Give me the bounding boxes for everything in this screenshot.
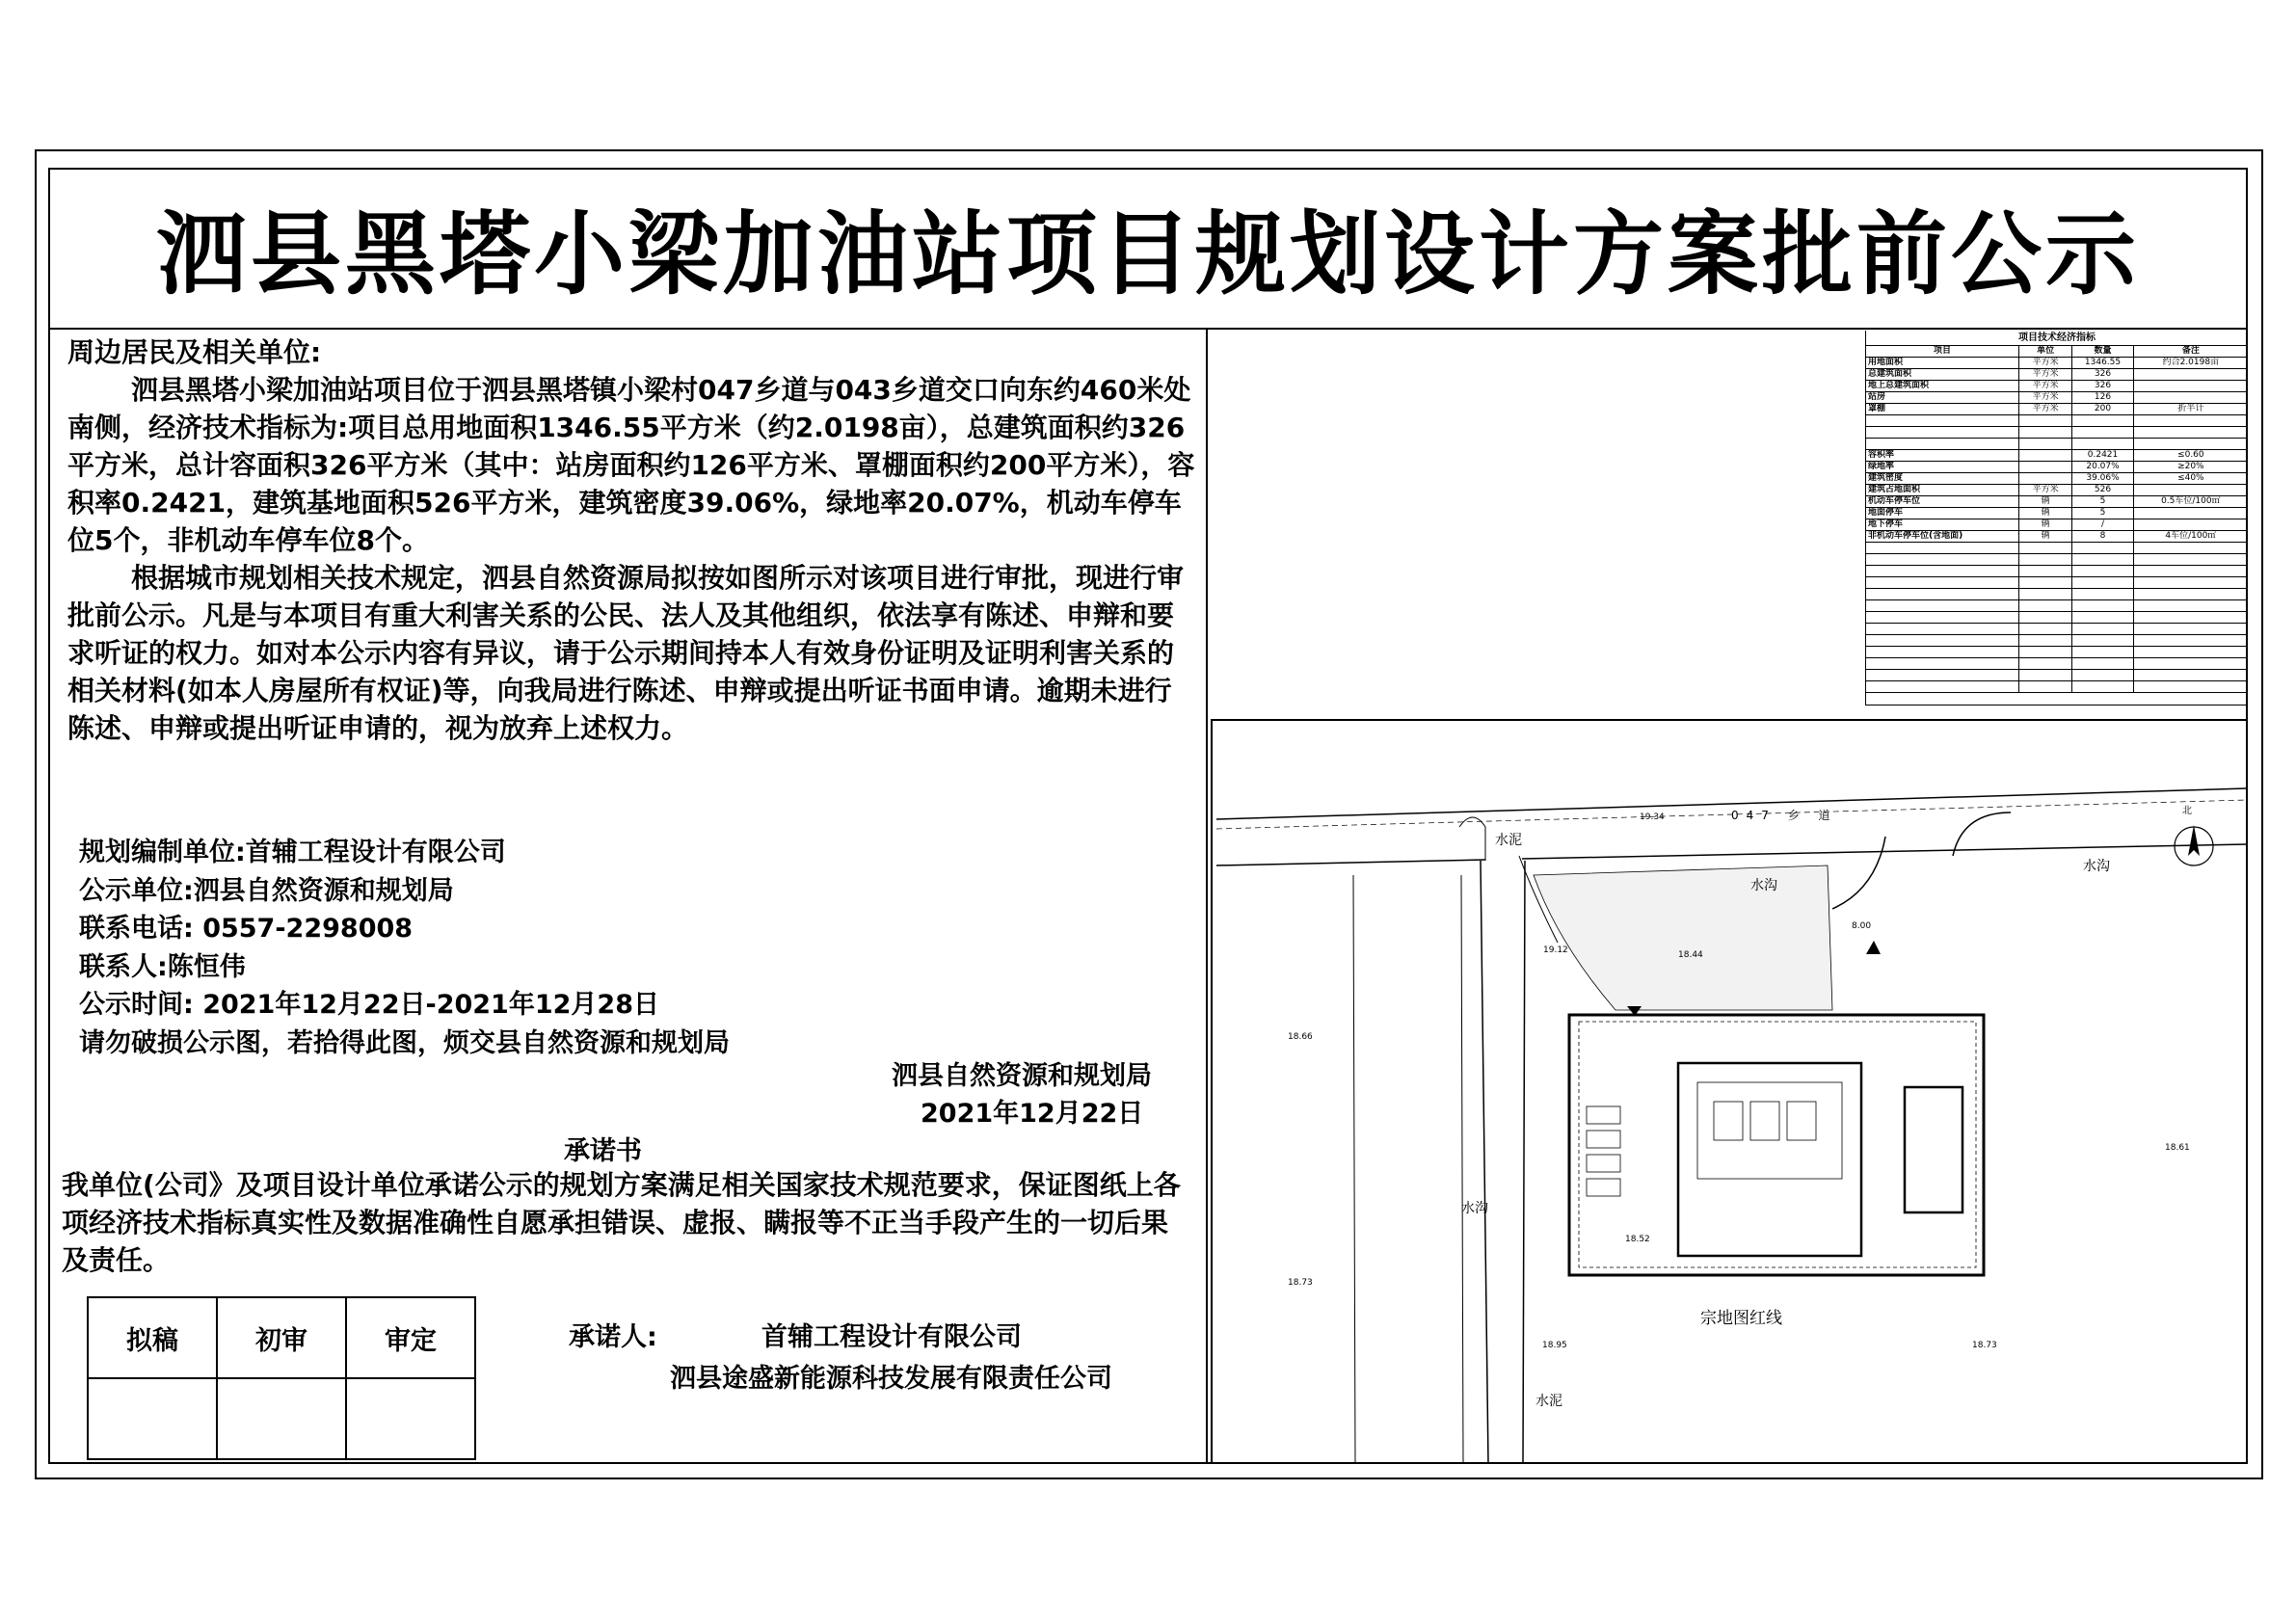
econ-cell [1866, 543, 2018, 554]
econ-cell [2072, 589, 2133, 600]
contact-info [79, 834, 730, 1062]
econ-cell [2072, 681, 2133, 693]
road-label: 047 乡 道 [1731, 809, 1838, 822]
signature-date: 2021年12月22日 [921, 1099, 1144, 1129]
econ-cell [2018, 473, 2071, 485]
econ-row [1866, 392, 2248, 404]
econ-cell [2072, 543, 2133, 554]
econ-cell [2133, 589, 2248, 600]
econ-cell [2072, 600, 2133, 612]
notice-text [67, 333, 1195, 747]
econ-row [1866, 404, 2248, 415]
econ-cell [1866, 624, 2018, 635]
econ-cell: 机动车停车位 [1866, 496, 2018, 508]
north-label: 北 [2182, 806, 2192, 816]
notice-paragraph-2: 根据城市规划相关技术规定，泗县自然资源局拟按如图所示对该项目进行审批，现进行审批前公示。凡是与本项目有重大利害关系的公民、法人及其他组织，依法享有陈述、申辩和要求听证的权力。如对本公示内容有异议，请于公示期间持本人有效身份证明及证明利害关系的相关材料(如本人房屋所有权证)等，向我局进行陈述、申辩或提出听证书面申请。逾期未进行陈述、申辩或提出听证申请的，视为放弃上述权力。 [67, 562, 1185, 744]
econ-row [1866, 485, 2248, 496]
dimension: 8.00 [1852, 921, 1872, 931]
econ-cell [2133, 658, 2248, 670]
econ-cell [2072, 624, 2133, 635]
econ-cell: 126 [2072, 392, 2133, 404]
econ-cell: ≤40% [2133, 473, 2248, 485]
econ-cell [1866, 589, 2018, 600]
econ-row [1866, 681, 2248, 693]
econ-cell: 非机动车停车位(含地面) [1866, 531, 2018, 543]
econ-cell [2018, 450, 2071, 462]
econ-cell [2133, 681, 2248, 693]
phone-line: 联系电话: 0557-2298008 [79, 914, 414, 944]
econ-row [1866, 439, 2248, 450]
econ-cell: 平方米 [2018, 358, 2071, 369]
warning-line: 请勿破损公示图，若拾得此图，烦交县自然资源和规划局 [79, 1027, 730, 1058]
econ-row [1866, 462, 2248, 473]
pledge-block [569, 1317, 1112, 1394]
econ-cell: 200 [2072, 404, 2133, 415]
econ-row [1866, 381, 2248, 392]
econ-cell [2133, 508, 2248, 519]
econ-cell [2133, 612, 2248, 624]
econ-cell: 326 [2072, 369, 2133, 381]
econ-cell [2072, 427, 2133, 439]
elevation: 19.34 [1640, 812, 1665, 822]
designer-line: 规划编制单位:首辅工程设计有限公司 [79, 838, 506, 867]
econ-cell [2018, 635, 2071, 647]
econ-row [1866, 670, 2248, 681]
econ-row [1866, 554, 2248, 566]
econ-indicator-table [1865, 331, 2248, 706]
econ-header-cell: 数量 [2072, 346, 2133, 358]
pledge-label: 承诺人: [569, 1322, 657, 1352]
econ-cell [2072, 577, 2133, 589]
ditch-label-1: 水沟 [1750, 878, 1777, 893]
approval-header-final: 审定 [346, 1297, 475, 1378]
econ-row [1866, 450, 2248, 462]
econ-cell: 526 [2072, 485, 2133, 496]
econ-cell [2018, 577, 2071, 589]
econ-header-cell: 备注 [2133, 346, 2248, 358]
notice-paragraph-1: 泗县黑塔小梁加油站项目位于泗县黑塔镇小梁村047乡道与043乡道交口向东约460米处南侧，经济技术指标为:项目总用地面积1346.55平方米（约2.0198亩），总建筑面积约326平方米，总计容面积326平方米（其中：站房面积约126平方米、罩棚面积约200平方米），容积率0.2421，建筑基地面积526平方米，建筑密度39.06%，绿地率20.07%，机动车停车位5个，非机动车停车位8个。 [67, 374, 1195, 556]
econ-cell: 建筑密度 [1866, 473, 2018, 485]
econ-cell: ≥20% [2133, 462, 2248, 473]
econ-row [1866, 647, 2248, 658]
econ-cell [1866, 554, 2018, 566]
econ-cell: 地面停车 [1866, 508, 2018, 519]
elevation: 18.73 [1288, 1278, 1313, 1288]
econ-cell [2133, 670, 2248, 681]
econ-cell: 站房 [1866, 392, 2018, 404]
econ-cell [1866, 577, 2018, 589]
econ-cell [2133, 519, 2248, 531]
econ-cell: 罩棚 [1866, 404, 2018, 415]
econ-row [1866, 612, 2248, 624]
econ-cell [2072, 658, 2133, 670]
econ-cell [2018, 462, 2071, 473]
elevation: 18.95 [1542, 1341, 1567, 1350]
econ-cell: ≤0.60 [2133, 450, 2248, 462]
econ-cell [2133, 577, 2248, 589]
econ-cell: 辆 [2018, 508, 2071, 519]
econ-row [1866, 566, 2248, 577]
elevation: 18.61 [2165, 1143, 2190, 1153]
econ-cell [2072, 415, 2133, 427]
econ-header-row [1866, 346, 2248, 358]
econ-cell [2018, 681, 2071, 693]
econ-cell [1866, 635, 2018, 647]
elevation: 19.12 [1543, 945, 1568, 955]
econ-cell [2018, 439, 2071, 450]
econ-cell: 容积率 [1866, 450, 2018, 462]
econ-row [1866, 508, 2248, 519]
econ-cell: 地下停车 [1866, 519, 2018, 531]
econ-cell [2133, 369, 2248, 381]
econ-row [1866, 473, 2248, 485]
econ-cell [2072, 635, 2133, 647]
econ-cell: 辆 [2018, 519, 2071, 531]
econ-cell [1866, 415, 2018, 427]
econ-cell: 地上总建筑面积 [1866, 381, 2018, 392]
econ-cell [2133, 392, 2248, 404]
econ-cell [2072, 670, 2133, 681]
econ-cell: 5 [2072, 496, 2133, 508]
econ-cell [2018, 543, 2071, 554]
econ-row [1866, 600, 2248, 612]
publisher-line: 公示单位:泗县自然资源和规划局 [79, 875, 454, 906]
signature-block [892, 1057, 1152, 1132]
econ-cell [1866, 427, 2018, 439]
econ-cell [2133, 381, 2248, 392]
econ-row [1866, 358, 2248, 369]
approval-header-draft: 拟稿 [88, 1297, 217, 1378]
econ-table-title: 项目技术经济指标 [1866, 331, 2248, 346]
ditch-label-2: 水沟 [2083, 859, 2110, 874]
econ-cell [2133, 566, 2248, 577]
econ-cell [2018, 589, 2071, 600]
econ-cell [2018, 647, 2071, 658]
econ-cell [2133, 554, 2248, 566]
econ-cell: 平方米 [2018, 381, 2071, 392]
econ-cell [2018, 624, 2071, 635]
approval-cell [346, 1378, 475, 1459]
econ-cell: 平方米 [2018, 485, 2071, 496]
econ-cell: 20.07% [2072, 462, 2133, 473]
econ-cell [2018, 612, 2071, 624]
econ-cell [2018, 670, 2071, 681]
econ-cell: 用地面积 [1866, 358, 2018, 369]
econ-header-cell: 项目 [1866, 346, 2018, 358]
econ-cell [2133, 439, 2248, 450]
econ-cell: 绿地率 [1866, 462, 2018, 473]
elevation: 18.66 [1288, 1032, 1313, 1042]
econ-cell [2018, 427, 2071, 439]
econ-row [1866, 519, 2248, 531]
econ-cell: 5 [2072, 508, 2133, 519]
site-plan [1211, 721, 2247, 1463]
elevation: 18.44 [1678, 950, 1703, 960]
cement-top-label: 水泥 [1495, 833, 1522, 848]
econ-cell [2133, 485, 2248, 496]
elevation: 18.73 [1972, 1341, 1997, 1350]
contact-line: 联系人:陈恒伟 [79, 951, 246, 982]
econ-cell: 辆 [2018, 531, 2071, 543]
econ-row [1866, 577, 2248, 589]
econ-cell [2018, 415, 2071, 427]
econ-cell: 1346.55 [2072, 358, 2133, 369]
approval-cell [88, 1378, 217, 1459]
econ-row [1866, 369, 2248, 381]
econ-cell: / [2072, 519, 2133, 531]
econ-cell: 平方米 [2018, 404, 2071, 415]
econ-row [1866, 496, 2248, 508]
econ-cell [2018, 554, 2071, 566]
econ-cell [2018, 658, 2071, 670]
econ-cell [2072, 554, 2133, 566]
econ-cell: 平方米 [2018, 369, 2071, 381]
promise-title: 承诺书 [564, 1136, 642, 1166]
econ-cell: 4车位/100㎡ [2133, 531, 2248, 543]
pledge-company-2: 泗县途盛新能源科技发展有限责任公司 [670, 1364, 1112, 1394]
econ-cell [2133, 635, 2248, 647]
econ-cell [1866, 439, 2018, 450]
econ-row [1866, 427, 2248, 439]
econ-cell [2133, 600, 2248, 612]
econ-cell [2072, 612, 2133, 624]
econ-cell [2072, 566, 2133, 577]
econ-cell [2133, 415, 2248, 427]
econ-cell [1866, 566, 2018, 577]
econ-cell: 0.2421 [2072, 450, 2133, 462]
econ-row [1866, 543, 2248, 554]
econ-row [1866, 415, 2248, 427]
econ-cell: 折半计 [2133, 404, 2248, 415]
econ-cell: 0.5车位/100㎡ [2133, 496, 2248, 508]
econ-cell [2018, 600, 2071, 612]
econ-cell [1866, 600, 2018, 612]
econ-row [1866, 658, 2248, 670]
elevation: 18.52 [1625, 1235, 1650, 1244]
cement-bottom-label: 水泥 [1535, 1394, 1562, 1409]
econ-row [1866, 635, 2248, 647]
column-divider [1206, 328, 1208, 1464]
econ-cell: 平方米 [2018, 392, 2071, 404]
salutation: 周边居民及相关单位: [67, 336, 322, 368]
page-title: 泗县黑塔小梁加油站项目规划设计方案批前公示 [155, 202, 2140, 307]
promise-text: 我单位(公司》及项目设计单位承诺公示的规划方案满足相关国家技术规范要求，保证图纸上各项经济技术指标真实性及数据准确性自愿承担错误、虚报、瞒报等不正当手段产生的一切后果及责任。 [62, 1169, 1181, 1276]
econ-cell [1866, 647, 2018, 658]
signature-org: 泗县自然资源和规划局 [892, 1061, 1152, 1091]
econ-cell [1866, 670, 2018, 681]
econ-cell [2018, 566, 2071, 577]
econ-cell: 39.06% [2072, 473, 2133, 485]
econ-cell: 辆 [2018, 496, 2071, 508]
econ-cell [2133, 543, 2248, 554]
approval-header-review: 初审 [217, 1297, 346, 1378]
econ-cell [1866, 612, 2018, 624]
approval-cell [217, 1378, 346, 1459]
econ-row [1866, 624, 2248, 635]
econ-cell [1866, 681, 2018, 693]
approval-table [87, 1296, 476, 1460]
pledge-company-1: 首辅工程设计有限公司 [761, 1322, 1022, 1352]
econ-cell [2133, 647, 2248, 658]
econ-cell [1866, 658, 2018, 670]
econ-header-cell: 单位 [2018, 346, 2071, 358]
econ-row [1866, 531, 2248, 543]
econ-row [1866, 589, 2248, 600]
econ-cell [2133, 427, 2248, 439]
econ-cell: 约合2.0198亩 [2133, 358, 2248, 369]
econ-cell [2072, 439, 2133, 450]
red-line-label: 宗地图红线 [1700, 1309, 1782, 1328]
ditch-left-label: 水沟 [1461, 1201, 1488, 1216]
econ-cell: 326 [2072, 381, 2133, 392]
title-divider [48, 328, 2248, 330]
econ-cell [2133, 624, 2248, 635]
econ-cell: 建筑占地面积 [1866, 485, 2018, 496]
econ-cell [2072, 647, 2133, 658]
period-line: 公示时间: 2021年12月22日-2021年12月28日 [79, 990, 659, 1020]
econ-cell: 总建筑面积 [1866, 369, 2018, 381]
econ-cell: 8 [2072, 531, 2133, 543]
